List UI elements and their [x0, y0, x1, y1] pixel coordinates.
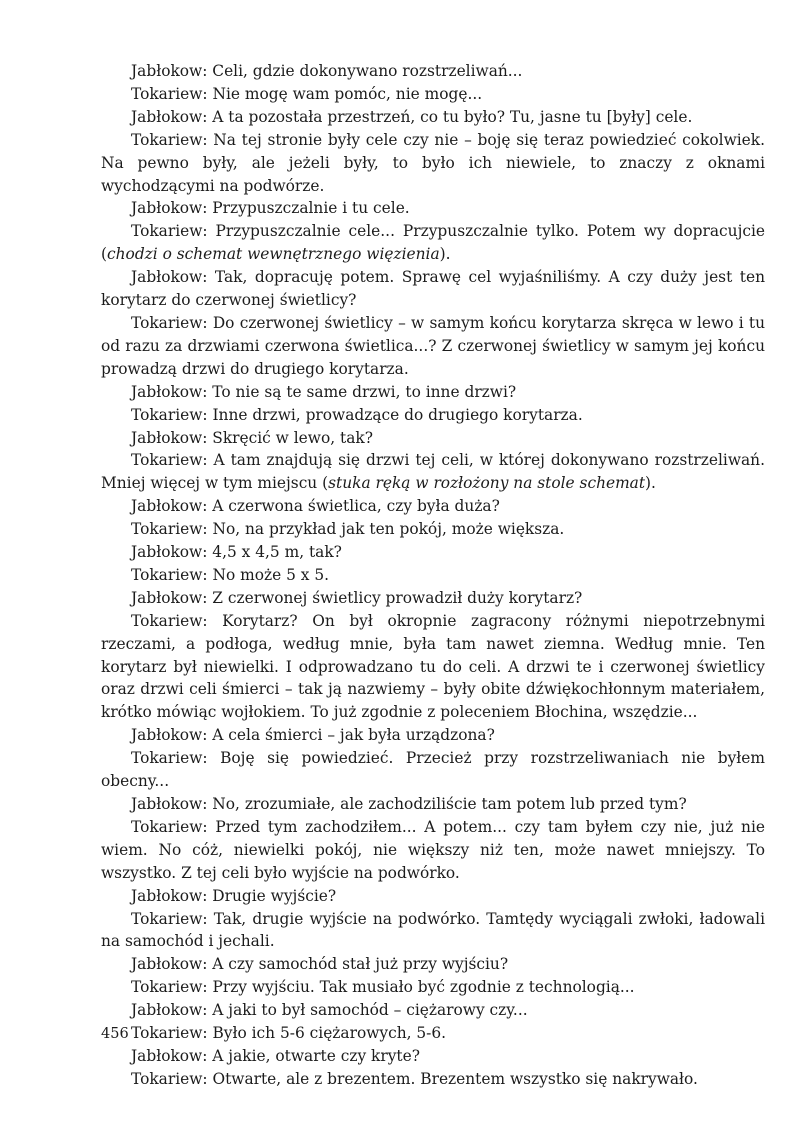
dialogue-paragraph — [101, 816, 765, 885]
paragraph-text-end: ). — [645, 474, 656, 493]
paragraph-text: Tokariew: Korytarz? On był okropnie zagracony różnymi niepotrzebnymi rzeczami, a podłoga, według mnie, była tam nawet ziemna. Według mnie. Ten korytarz był niewielki. I odprowadzano tu do celi. A drzwi te i czerwonej świetlicy oraz drzwi celi śmierci – tak ją nazwiemy – były obite dźwiękochłonnym materiałem, krótko mówiąc wojłokiem. To już zgodnie z poleceniem Błochina, wszędzie... — [101, 611, 765, 722]
dialogue-paragraph — [101, 518, 765, 541]
dialogue-paragraph — [101, 1022, 765, 1045]
dialogue-paragraph — [101, 60, 765, 83]
dialogue-paragraph — [101, 220, 765, 266]
paragraph-text: Tokariew: A tam znajdują się drzwi tej celi, w której dokonywano rozstrzeliwań. Mniej więcej w tym miejscu ( — [101, 451, 765, 493]
paragraph-text: Tokariew: Było ich 5-6 ciężarowych, 5-6. — [131, 1024, 447, 1043]
paragraph-text: Jabłokow: No, zrozumiałe, ale zachodziliście tam potem lub przed tym? — [131, 795, 687, 813]
paragraph-text: Jabłokow: Drugie wyjście? — [131, 886, 337, 905]
dialogue-paragraph — [101, 541, 765, 564]
dialogue-paragraph — [101, 312, 765, 381]
stage-direction: stuka ręką w rozłożony na stole schemat — [328, 474, 646, 493]
dialogue-paragraph — [101, 999, 765, 1022]
paragraph-text: Jabłokow: Z czerwonej świetlicy prowadził duży korytarz? — [131, 588, 583, 607]
dialogue-paragraph — [101, 197, 765, 220]
paragraph-text: Tokariew: No może 5 x 5. — [131, 565, 330, 584]
paragraph-text: Tokariew: Przed tym zachodziłem... A potem... czy tam byłem czy nie, już nie wiem. No cóż, niewielki pokój, nie większy niż ten, może nawet mniejszy. To wszystko. Z tej celi było wyjście na podwórko. — [101, 817, 765, 882]
paragraph-text: Jabłokow: Celi, gdzie dokonywano rozstrzeliwań... — [131, 62, 523, 80]
dialogue-paragraph — [101, 953, 765, 976]
dialogue-paragraph — [101, 404, 765, 427]
dialogue-paragraph — [101, 724, 765, 747]
dialogue-paragraph — [101, 564, 765, 587]
paragraph-text: Tokariew: Boję się powiedzieć. Przecież przy rozstrzeliwaniach nie byłem obecny... — [101, 749, 765, 791]
paragraph-text: Jabłokow: Skręcić w lewo, tak? — [131, 428, 373, 447]
paragraph-text: Tokariew: Nie mogę wam pomóc, nie mogę... — [131, 84, 483, 103]
paragraph-text: Tokariew: Do czerwonej świetlicy – w samym końcu korytarza skręca w lewo i tu od razu za drzwiami czerwona świetlica...? Z czerwonej świetlicy w samym jej końcu prowadzą drzwi do drugiego korytarza. — [101, 313, 765, 378]
paragraph-text: Jabłokow: A jakie, otwarte czy kryte? — [131, 1046, 420, 1065]
paragraph-text: Jabłokow: A ta pozostała przestrzeń, co tu było? Tu, jasne tu [były] cele. — [131, 107, 693, 126]
paragraph-text: Jabłokow: Przypuszczalnie i tu cele. — [131, 199, 410, 218]
dialogue-paragraph — [101, 1045, 765, 1068]
dialogue-paragraph — [101, 793, 765, 816]
dialogue-paragraph — [101, 266, 765, 312]
paragraph-text: Jabłokow: To nie są te same drzwi, to inne drzwi? — [131, 382, 517, 401]
dialogue-paragraph — [101, 381, 765, 404]
paragraph-text: Tokariew: Inne drzwi, prowadzące do drugiego korytarza. — [131, 405, 583, 424]
paragraph-text: Tokariew: Przypuszczalnie cele... Przypuszczalnie tylko. Potem wy dopracujcie ( — [101, 222, 765, 264]
dialogue-paragraph — [101, 427, 765, 450]
paragraph-text: Jabłokow: A czerwona świetlica, czy była duża? — [131, 497, 500, 516]
paragraph-text-end: ). — [439, 245, 451, 264]
dialogue-paragraph — [101, 449, 765, 495]
paragraph-text: Jabłokow: Tak, dopracuję potem. Sprawę cel wyjaśniliśmy. A czy duży jest ten korytarz do czerwonej świetlicy? — [101, 268, 765, 310]
paragraph-text: Tokariew: No, na przykład jak ten pokój, może większa. — [131, 520, 565, 539]
dialogue-paragraph — [101, 1068, 765, 1091]
dialogue-paragraph — [101, 885, 765, 908]
page-number: 456 — [101, 1026, 129, 1042]
paragraph-text: Jabłokow: A czy samochód stał już przy wyjściu? — [131, 955, 509, 974]
dialogue-paragraph — [101, 908, 765, 954]
dialogue-paragraph — [101, 747, 765, 793]
paragraph-text: Tokariew: Tak, drugie wyjście na podwórko. Tamtędy wyciągali zwłoki, ładowali na samochód i jechali. — [101, 909, 765, 951]
stage-direction: chodzi o schemat wewnętrznego więzienia — [107, 245, 440, 264]
dialogue-paragraph — [101, 106, 765, 129]
paragraph-text: Tokariew: Otwarte, ale z brezentem. Brezentem wszystko się nakrywało. — [131, 1069, 698, 1088]
paragraph-text: Jabłokow: A cela śmierci – jak była urządzona? — [131, 726, 495, 745]
paragraph-text: Tokariew: Na tej stronie były cele czy nie – boję się teraz powiedzieć cokolwiek. Na pewno były, ale jeżeli były, to było ich niewiele, to znaczy z oknami wychodzącymi na podwórze. — [101, 130, 765, 195]
paragraph-text: Jabłokow: A jaki to był samochód – ciężarowy czy... — [131, 1001, 528, 1020]
dialogue-paragraph — [101, 83, 765, 106]
dialogue-paragraph — [101, 495, 765, 518]
paragraph-text: Jabłokow: 4,5 x 4,5 m, tak? — [131, 543, 342, 562]
paragraph-text: Tokariew: Przy wyjściu. Tak musiało być zgodnie z technologią... — [131, 978, 635, 997]
page-body — [101, 60, 765, 1091]
dialogue-paragraph — [101, 587, 765, 610]
dialogue-paragraph — [101, 976, 765, 999]
dialogue-paragraph — [101, 610, 765, 725]
dialogue-paragraph — [101, 129, 765, 198]
